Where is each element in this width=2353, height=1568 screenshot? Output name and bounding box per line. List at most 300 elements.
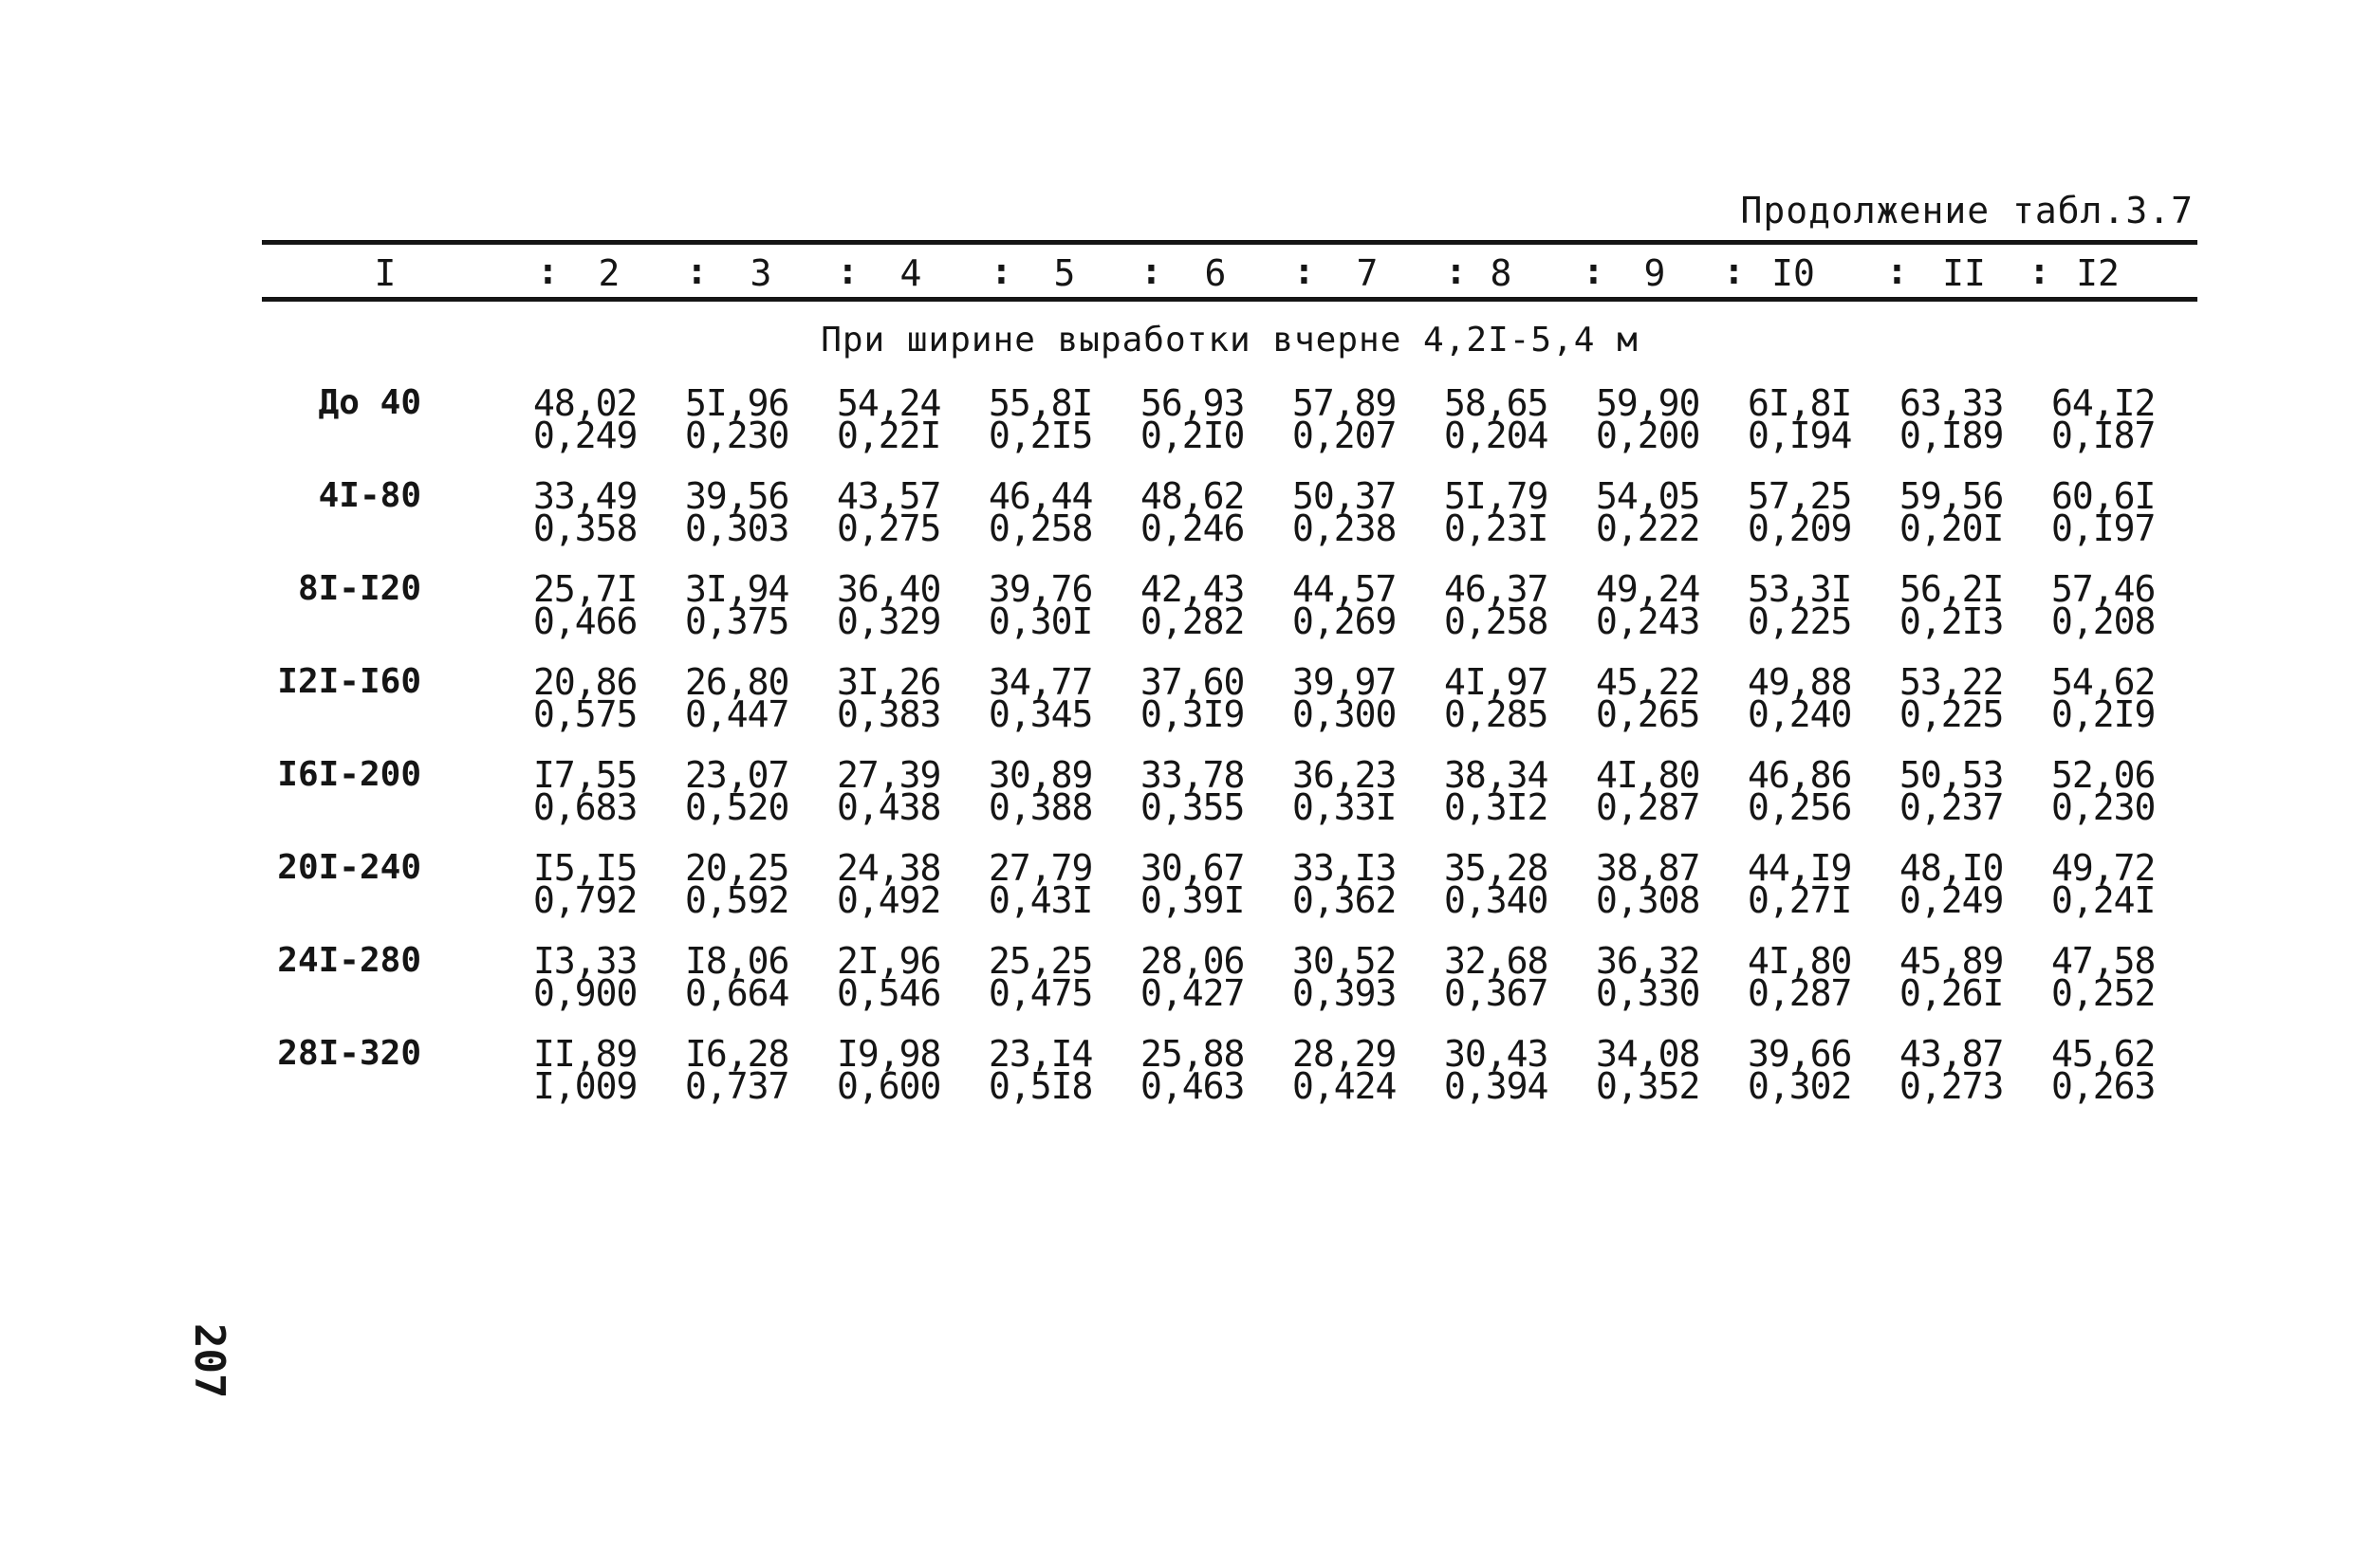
cell-value-top: 43,87 [1899, 1033, 2004, 1075]
cell-value-top: 30,52 [1292, 940, 1397, 982]
cell-value-bottom: 0,39I [1140, 879, 1245, 921]
cell-value-bottom: 0,664 [685, 972, 789, 1014]
page-number: 207 [185, 1323, 233, 1399]
cell-value-bottom: 0,222 [1596, 507, 1700, 549]
cell-value-bottom: 0,I89 [1899, 415, 2004, 456]
cell-value-bottom: 0,352 [1596, 1065, 1700, 1107]
table-cell [1140, 940, 1273, 1014]
table-cell [1444, 661, 1577, 735]
cell-value-top: 23,I4 [989, 1033, 1093, 1075]
table-cell [1596, 847, 1729, 921]
cell-value-bottom: 0,238 [1292, 507, 1397, 549]
table-cell [837, 1033, 970, 1107]
table-cell [1596, 568, 1729, 642]
row-label: 8I-I20 [297, 569, 421, 608]
cell-value-top: 39,76 [989, 568, 1093, 610]
table-cell [837, 475, 970, 549]
cell-value-bottom: 0,258 [1444, 600, 1548, 642]
table-cell [1292, 940, 1425, 1014]
cell-value-bottom: 0,23I [1444, 507, 1548, 549]
table-cell [1748, 568, 1881, 642]
cell-value-top: 30,89 [989, 754, 1093, 796]
cell-value-bottom: 0,900 [533, 972, 638, 1014]
column-header: 2 [598, 252, 621, 294]
cell-value-top: 26,80 [685, 661, 789, 703]
table-cell [2051, 661, 2184, 735]
cell-value-bottom: 0,200 [1596, 415, 1700, 456]
cell-value-top: 30,67 [1140, 847, 1245, 889]
table-cell [533, 754, 666, 828]
cell-value-top: 39,56 [685, 475, 789, 517]
table-cell [1292, 475, 1425, 549]
cell-value-bottom: 0,388 [989, 786, 1093, 828]
cell-value-bottom: 0,2I9 [2051, 693, 2156, 735]
cell-value-top: 24,38 [837, 847, 941, 889]
cell-value-bottom: 0,26I [1899, 972, 2004, 1014]
cell-value-bottom: 0,43I [989, 879, 1093, 921]
cell-value-top: 33,I3 [1292, 847, 1397, 889]
table-cell [685, 754, 818, 828]
cell-value-top: 2I,96 [837, 940, 941, 982]
table-cell [1140, 661, 1273, 735]
cell-value-bottom: 0,367 [1444, 972, 1548, 1014]
cell-value-top: 58,65 [1444, 382, 1548, 424]
cell-value-bottom: 0,258 [989, 507, 1093, 549]
cell-value-top: 44,57 [1292, 568, 1397, 610]
cell-value-top: 28,06 [1140, 940, 1245, 982]
table-cell [1748, 1033, 1881, 1107]
table-cell [1444, 568, 1577, 642]
table-cell [2051, 568, 2184, 642]
cell-value-top: 32,68 [1444, 940, 1548, 982]
cell-value-bottom: 0,737 [685, 1065, 789, 1107]
cell-value-bottom: 0,237 [1899, 786, 2004, 828]
column-separator: : [1293, 250, 1315, 292]
cell-value-top: 36,32 [1596, 940, 1700, 982]
table-cell [533, 940, 666, 1014]
table-cell [2051, 382, 2184, 456]
cell-value-bottom: 0,240 [1748, 693, 1852, 735]
cell-value-top: 33,78 [1140, 754, 1245, 796]
table-cell [1899, 940, 2032, 1014]
table-row [262, 472, 2197, 565]
cell-value-top: 48,02 [533, 382, 638, 424]
table-cell [1140, 568, 1273, 642]
cell-value-bottom: 0,393 [1292, 972, 1397, 1014]
table-row [262, 1030, 2197, 1123]
cell-value-bottom: 0,22I [837, 415, 941, 456]
table-cell [533, 847, 666, 921]
cell-value-bottom: 0,2I0 [1140, 415, 1245, 456]
table-cell [1748, 661, 1881, 735]
cell-value-top: 30,43 [1444, 1033, 1548, 1075]
column-separator: : [2029, 250, 2050, 292]
cell-value-bottom: 0,265 [1596, 693, 1700, 735]
table-cell [533, 475, 666, 549]
cell-value-top: 57,46 [2051, 568, 2156, 610]
cell-value-top: 6I,8I [1748, 382, 1852, 424]
table-cell [837, 382, 970, 456]
cell-value-top: 34,08 [1596, 1033, 1700, 1075]
table-cell [1748, 754, 1881, 828]
cell-value-bottom: 0,427 [1140, 972, 1245, 1014]
cell-value-top: I6,28 [685, 1033, 789, 1075]
column-header: 5 [1053, 252, 1076, 294]
cell-value-bottom: 0,230 [2051, 786, 2156, 828]
cell-value-bottom: 0,520 [685, 786, 789, 828]
cell-value-bottom: 0,3I9 [1140, 693, 1245, 735]
cell-value-top: 46,86 [1748, 754, 1852, 796]
column-header: I0 [1771, 252, 1815, 294]
cell-value-bottom: 0,2I5 [989, 415, 1093, 456]
cell-value-top: 45,89 [1899, 940, 2004, 982]
cell-value-top: I3,33 [533, 940, 638, 982]
cell-value-top: 64,I2 [2051, 382, 2156, 424]
cell-value-bottom: 0,375 [685, 600, 789, 642]
table-cell [989, 1033, 1121, 1107]
cell-value-top: 45,62 [2051, 1033, 2156, 1075]
cell-value-bottom: 0,263 [2051, 1065, 2156, 1107]
cell-value-top: 23,07 [685, 754, 789, 796]
table-cell [2051, 754, 2184, 828]
cell-value-bottom: 0,463 [1140, 1065, 1245, 1107]
cell-value-bottom: 0,27I [1748, 879, 1852, 921]
table-row [262, 565, 2197, 658]
table-cell [685, 940, 818, 1014]
column-separator: : [537, 250, 559, 292]
column-header: 7 [1356, 252, 1379, 294]
cell-value-top: 52,06 [2051, 754, 2156, 796]
cell-value-bottom: 0,5I8 [989, 1065, 1093, 1107]
cell-value-top: 39,97 [1292, 661, 1397, 703]
cell-value-bottom: 0,546 [837, 972, 941, 1014]
cell-value-top: 47,58 [2051, 940, 2156, 982]
cell-value-bottom: 0,204 [1444, 415, 1548, 456]
table-cell [1140, 1033, 1273, 1107]
table-cell [1748, 847, 1881, 921]
row-label: 4I-80 [318, 476, 421, 515]
cell-value-top: 25,88 [1140, 1033, 1245, 1075]
table-cell [1444, 847, 1577, 921]
cell-value-bottom: 0,225 [1748, 600, 1852, 642]
cell-value-bottom: 0,300 [1292, 693, 1397, 735]
cell-value-top: I7,55 [533, 754, 638, 796]
table-cell [685, 661, 818, 735]
table-cell [1292, 1033, 1425, 1107]
table-cell [1748, 940, 1881, 1014]
table-cell [1444, 1033, 1577, 1107]
cell-value-bottom: 0,447 [685, 693, 789, 735]
table-cell [1444, 754, 1577, 828]
cell-value-bottom: 0,I94 [1748, 415, 1852, 456]
cell-value-top: 57,25 [1748, 475, 1852, 517]
cell-value-bottom: 0,438 [837, 786, 941, 828]
table-cell [1596, 940, 1729, 1014]
cell-value-bottom: 0,2I3 [1899, 600, 2004, 642]
row-label: I6I-200 [277, 755, 421, 794]
cell-value-top: 25,25 [989, 940, 1093, 982]
table-cell [837, 940, 970, 1014]
table-cell [1748, 475, 1881, 549]
table-cell [685, 847, 818, 921]
cell-value-bottom: 0,340 [1444, 879, 1548, 921]
cell-value-top: 3I,26 [837, 661, 941, 703]
cell-value-bottom: 0,208 [2051, 600, 2156, 642]
cell-value-top: 34,77 [989, 661, 1093, 703]
cell-value-top: 44,I9 [1748, 847, 1852, 889]
cell-value-bottom: 0,I97 [2051, 507, 2156, 549]
column-separator: : [1723, 250, 1745, 292]
table-cell [989, 661, 1121, 735]
cell-value-bottom: 0,33I [1292, 786, 1397, 828]
cell-value-top: 5I,96 [685, 382, 789, 424]
column-separator: : [1140, 250, 1162, 292]
cell-value-top: 59,56 [1899, 475, 2004, 517]
cell-value-top: 63,33 [1899, 382, 2004, 424]
table-cell [837, 754, 970, 828]
table-cell [685, 1033, 818, 1107]
cell-value-bottom: 0,207 [1292, 415, 1397, 456]
table-cell [533, 661, 666, 735]
cell-value-bottom: 0,285 [1444, 693, 1548, 735]
column-header: II [1942, 252, 1986, 294]
cell-value-bottom: 0,302 [1748, 1065, 1852, 1107]
table-cell [1292, 661, 1425, 735]
cell-value-bottom: 0,273 [1899, 1065, 2004, 1107]
cell-value-top: I5,I5 [533, 847, 638, 889]
table-cell [1748, 382, 1881, 456]
table-cell [685, 382, 818, 456]
table-cell [1292, 754, 1425, 828]
cell-value-bottom: 0,3I2 [1444, 786, 1548, 828]
cell-value-top: 38,34 [1444, 754, 1548, 796]
cell-value-top: 36,40 [837, 568, 941, 610]
cell-value-bottom: 0,225 [1899, 693, 2004, 735]
cell-value-bottom: 0,362 [1292, 879, 1397, 921]
cell-value-top: 35,28 [1444, 847, 1548, 889]
table-cell [1444, 382, 1577, 456]
cell-value-top: 27,79 [989, 847, 1093, 889]
table-cell [533, 382, 666, 456]
table-cell [1292, 382, 1425, 456]
table-cell [2051, 847, 2184, 921]
cell-value-bottom: 0,575 [533, 693, 638, 735]
column-separator: : [1583, 250, 1604, 292]
table-cell [1596, 1033, 1729, 1107]
column-header: 6 [1204, 252, 1227, 294]
cell-value-bottom: 0,282 [1140, 600, 1245, 642]
cell-value-top: 54,05 [1596, 475, 1700, 517]
cell-value-top: 20,86 [533, 661, 638, 703]
cell-value-bottom: 0,249 [1899, 879, 2004, 921]
cell-value-bottom: 0,269 [1292, 600, 1397, 642]
cell-value-bottom: 0,592 [685, 879, 789, 921]
table-cell [1444, 475, 1577, 549]
table-cell [837, 661, 970, 735]
table-row [262, 844, 2197, 937]
table-cell [1140, 475, 1273, 549]
table-cell [837, 568, 970, 642]
cell-value-bottom: 0,303 [685, 507, 789, 549]
table-cell [989, 382, 1121, 456]
cell-value-bottom: 0,355 [1140, 786, 1245, 828]
table-cell [1899, 382, 2032, 456]
section-title: При ширине выработки вчерне 4,2I-5,4 м [821, 321, 1639, 360]
cell-value-bottom: 0,358 [533, 507, 638, 549]
cell-value-top: 25,7I [533, 568, 638, 610]
row-label: 24I-280 [277, 941, 421, 980]
cell-value-bottom: 0,20I [1899, 507, 2004, 549]
cell-value-top: 53,22 [1899, 661, 2004, 703]
cell-value-top: 42,43 [1140, 568, 1245, 610]
cell-value-top: I9,98 [837, 1033, 941, 1075]
cell-value-top: 46,37 [1444, 568, 1548, 610]
cell-value-top: 36,23 [1292, 754, 1397, 796]
column-separator: : [686, 250, 708, 292]
table-top-rule [262, 240, 2197, 245]
cell-value-bottom: 0,600 [837, 1065, 941, 1107]
table-cell [989, 475, 1121, 549]
cell-value-bottom: 0,I87 [2051, 415, 2156, 456]
column-separator: : [837, 250, 859, 292]
table-cell [989, 940, 1121, 1014]
cell-value-bottom: I,009 [533, 1065, 638, 1107]
cell-value-top: 48,62 [1140, 475, 1245, 517]
column-header: 8 [1490, 252, 1512, 294]
table-cell [533, 568, 666, 642]
table-row [262, 937, 2197, 1030]
cell-value-top: 4I,97 [1444, 661, 1548, 703]
table-cell [1899, 661, 2032, 735]
cell-value-bottom: 0,492 [837, 879, 941, 921]
cell-value-top: 59,90 [1596, 382, 1700, 424]
cell-value-top: 56,93 [1140, 382, 1245, 424]
cell-value-bottom: 0,209 [1748, 507, 1852, 549]
cell-value-bottom: 0,329 [837, 600, 941, 642]
cell-value-bottom: 0,30I [989, 600, 1093, 642]
cell-value-top: 38,87 [1596, 847, 1700, 889]
column-separator: : [991, 250, 1012, 292]
table-cell [1596, 475, 1729, 549]
cell-value-top: 3I,94 [685, 568, 789, 610]
table-cell [2051, 940, 2184, 1014]
column-header: 3 [750, 252, 772, 294]
cell-value-top: 49,88 [1748, 661, 1852, 703]
cell-value-top: 28,29 [1292, 1033, 1397, 1075]
cell-value-bottom: 0,683 [533, 786, 638, 828]
cell-value-top: 5I,79 [1444, 475, 1548, 517]
table-cell [1292, 847, 1425, 921]
table-cell [1596, 754, 1729, 828]
cell-value-top: 4I,80 [1748, 940, 1852, 982]
cell-value-top: 33,49 [533, 475, 638, 517]
table-cell [989, 754, 1121, 828]
cell-value-top: 39,66 [1748, 1033, 1852, 1075]
table-cell [989, 847, 1121, 921]
cell-value-bottom: 0,394 [1444, 1065, 1548, 1107]
table-cell [1292, 568, 1425, 642]
cell-value-bottom: 0,287 [1596, 786, 1700, 828]
table-cell [1140, 847, 1273, 921]
cell-value-top: 55,8I [989, 382, 1093, 424]
cell-value-bottom: 0,424 [1292, 1065, 1397, 1107]
cell-value-bottom: 0,475 [989, 972, 1093, 1014]
cell-value-bottom: 0,308 [1596, 879, 1700, 921]
table-cell [837, 847, 970, 921]
cell-value-bottom: 0,249 [533, 415, 638, 456]
column-header: 4 [899, 252, 922, 294]
table-cell [989, 568, 1121, 642]
row-label: 20I-240 [277, 848, 421, 887]
table-caption: Продолжение табл.3.7 [1740, 190, 2194, 231]
cell-value-top: 54,62 [2051, 661, 2156, 703]
table-row [262, 379, 2197, 472]
table-cell [1140, 382, 1273, 456]
table-cell [685, 475, 818, 549]
row-label: I2I-I60 [277, 662, 421, 701]
table-cell [1444, 940, 1577, 1014]
cell-value-bottom: 0,246 [1140, 507, 1245, 549]
column-separator: : [1886, 250, 1908, 292]
row-label: 28I-320 [277, 1034, 421, 1073]
cell-value-bottom: 0,252 [2051, 972, 2156, 1014]
column-header: 9 [1643, 252, 1666, 294]
table-cell [1899, 475, 2032, 549]
table-cell [1899, 847, 2032, 921]
cell-value-top: 45,22 [1596, 661, 1700, 703]
cell-value-top: 4I,80 [1596, 754, 1700, 796]
table-cell [685, 568, 818, 642]
cell-value-top: II,89 [533, 1033, 638, 1075]
cell-value-bottom: 0,466 [533, 600, 638, 642]
cell-value-top: 37,60 [1140, 661, 1245, 703]
cell-value-top: 60,6I [2051, 475, 2156, 517]
table-cell [1596, 382, 1729, 456]
table-cell [1140, 754, 1273, 828]
column-header: I [374, 252, 397, 294]
table-row [262, 658, 2197, 751]
column-header: I2 [2076, 252, 2120, 294]
cell-value-bottom: 0,287 [1748, 972, 1852, 1014]
cell-value-top: 20,25 [685, 847, 789, 889]
cell-value-top: 49,24 [1596, 568, 1700, 610]
table-cell [533, 1033, 666, 1107]
cell-value-top: 56,2I [1899, 568, 2004, 610]
cell-value-bottom: 0,275 [837, 507, 941, 549]
column-separator: : [1445, 250, 1467, 292]
table-cell [2051, 1033, 2184, 1107]
table-header-rule [262, 297, 2197, 302]
cell-value-top: 27,39 [837, 754, 941, 796]
cell-value-bottom: 0,383 [837, 693, 941, 735]
table-cell [2051, 475, 2184, 549]
cell-value-top: 50,37 [1292, 475, 1397, 517]
table-cell [1596, 661, 1729, 735]
cell-value-bottom: 0,345 [989, 693, 1093, 735]
cell-value-top: 54,24 [837, 382, 941, 424]
table-cell [1899, 1033, 2032, 1107]
cell-value-top: 43,57 [837, 475, 941, 517]
table-cell [1899, 754, 2032, 828]
cell-value-top: I8,06 [685, 940, 789, 982]
cell-value-top: 49,72 [2051, 847, 2156, 889]
cell-value-bottom: 0,256 [1748, 786, 1852, 828]
cell-value-bottom: 0,24I [2051, 879, 2156, 921]
cell-value-bottom: 0,230 [685, 415, 789, 456]
cell-value-top: 46,44 [989, 475, 1093, 517]
cell-value-bottom: 0,243 [1596, 600, 1700, 642]
table-cell [1899, 568, 2032, 642]
